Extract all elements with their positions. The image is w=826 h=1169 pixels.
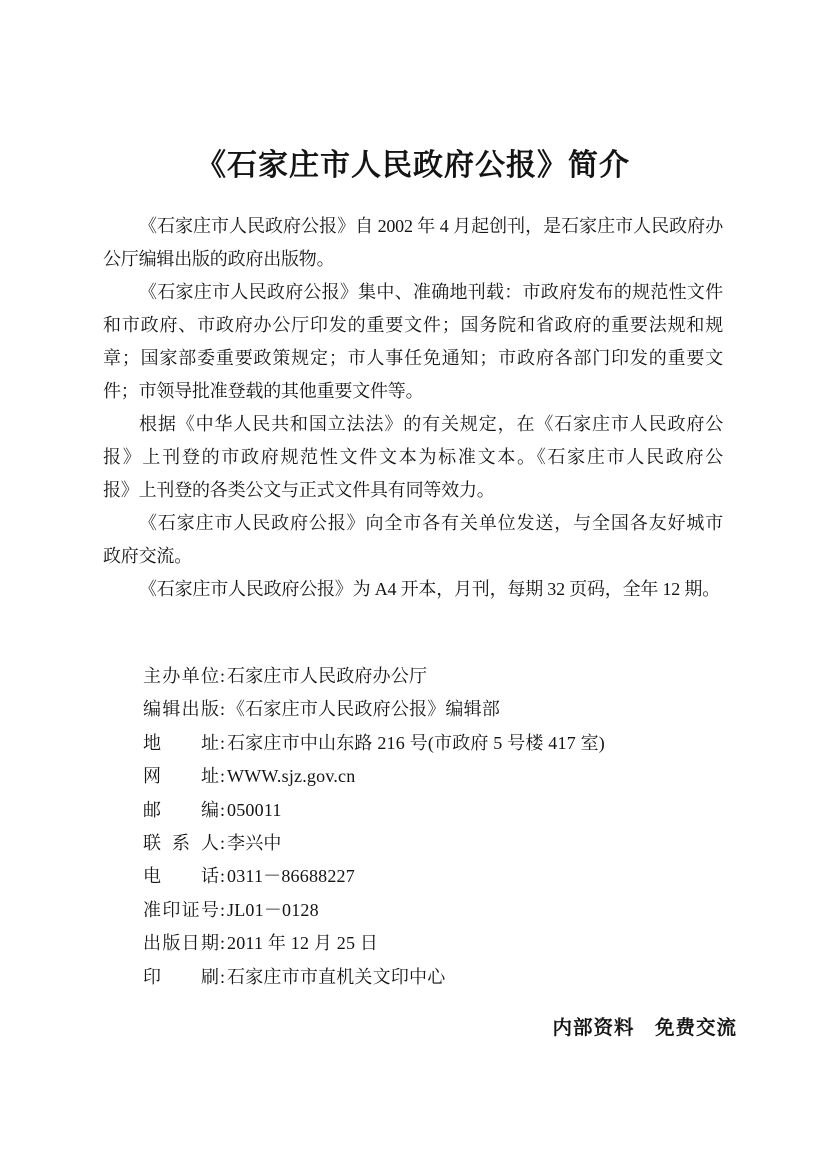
info-colon: : — [220, 799, 226, 820]
info-row-contact — [143, 827, 826, 860]
info-label: 出版日期 — [143, 933, 219, 954]
info-colon: : — [220, 899, 226, 920]
info-row-publisher — [143, 693, 826, 726]
info-row-pubdate — [143, 927, 826, 960]
info-colon: : — [220, 833, 226, 854]
internal-material-note: 内部资料 免费交流 — [552, 1017, 737, 1040]
info-label: 联系人 — [143, 833, 219, 854]
info-value: 石家庄市人民政府办公厅 — [227, 666, 428, 686]
info-label: 电话 — [143, 866, 219, 887]
body-line: 根据《中华人民共和国立法法》的有关规定，在《石家庄市人民政府公 — [139, 414, 723, 434]
body-line: 政府交流。 — [103, 546, 192, 566]
info-colon: : — [220, 766, 226, 787]
info-colon: : — [220, 666, 226, 686]
info-label: 准印证号 — [143, 899, 219, 920]
info-value: 石家庄市市直机关文印中心 — [227, 966, 446, 987]
body-line: 《石家庄市人民政府公报》自 2002 年 4 月起创刊，是石家庄市人民政府办 — [139, 216, 723, 236]
body-text — [103, 210, 723, 606]
info-label: 网址 — [143, 766, 219, 787]
info-label: 编辑出版 — [143, 699, 219, 720]
info-row-postcode — [143, 794, 826, 827]
body-line: 《石家庄市人民政府公报》为 A4 开本，月刊，每期 32 页码，全年 12 期。 — [139, 579, 720, 599]
info-colon: : — [220, 866, 226, 887]
body-line: 章；国家部委重要政策规定；市人事任免通知；市政府各部门印发的重要文 — [103, 348, 723, 368]
body-paragraph — [103, 276, 723, 408]
info-value: 李兴中 — [227, 833, 282, 854]
body-line: 报》上刊登的各类公文与正式文件具有同等效力。 — [103, 480, 495, 500]
info-value: JL01－0128 — [227, 899, 319, 920]
body-paragraph — [103, 573, 723, 606]
body-line: 报》上刊登的市政府规范性文件文本为标准文本。《石家庄市人民政府公 — [103, 447, 723, 467]
publication-info-list — [143, 660, 826, 994]
body-line: 公厅编辑出版的政府出版物。 — [103, 249, 335, 269]
body-line: 和市政府、市政府办公厅印发的重要文件；国务院和省政府的重要法规和规 — [103, 315, 723, 335]
body-paragraph — [103, 507, 723, 573]
info-colon: : — [220, 699, 226, 720]
info-colon: : — [220, 732, 226, 753]
info-value: 2011 年 12 月 25 日 — [227, 933, 379, 954]
body-line: 《石家庄市人民政府公报》向全市各有关单位发送，与全国各友好城市 — [139, 513, 723, 533]
info-value: 石家庄市中山东路 216 号(市政府 5 号楼 417 室) — [227, 732, 606, 753]
info-row-printer — [143, 961, 826, 994]
info-value: 050011 — [227, 799, 282, 820]
info-label: 印刷 — [143, 966, 219, 987]
info-row-organizer — [143, 660, 826, 693]
info-row-phone — [143, 860, 826, 893]
info-colon: : — [220, 966, 226, 987]
body-paragraph — [103, 210, 723, 276]
info-row-license — [143, 894, 826, 927]
body-line: 件；市领导批准登载的其他重要文件等。 — [103, 381, 424, 401]
info-value: 《石家庄市人民政府公报》编辑部 — [227, 699, 501, 720]
info-value: WWW.sjz.gov.cn — [227, 766, 356, 787]
info-label: 主办单位 — [143, 666, 219, 686]
page-title: 《石家庄市人民政府公报》简介 — [196, 149, 630, 182]
body-line: 《石家庄市人民政府公报》集中、准确地刊载：市政府发布的规范性文件 — [139, 282, 723, 302]
info-label: 邮编 — [143, 799, 219, 820]
body-paragraph — [103, 408, 723, 507]
info-label: 地址 — [143, 732, 219, 753]
info-colon: : — [220, 933, 226, 954]
info-row-address — [143, 727, 826, 760]
info-value: 0311－86688227 — [227, 866, 355, 887]
info-row-website — [143, 760, 826, 793]
